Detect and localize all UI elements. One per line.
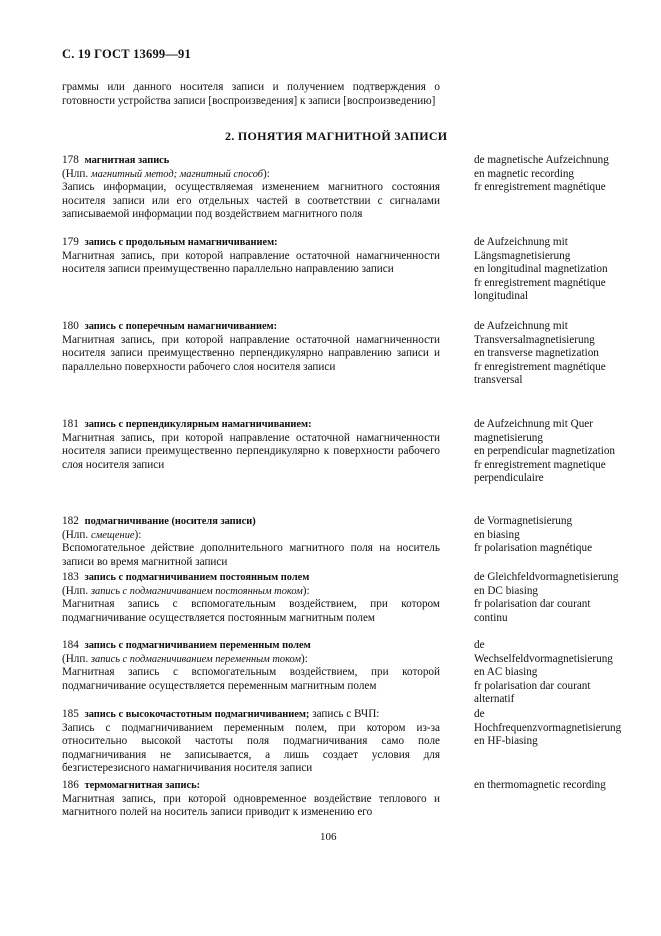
translation-de: de Wechselfeldvormagnetisierung [474,639,613,665]
term-translations [474,154,624,195]
nlp-suffix: ): [302,584,310,597]
translation-en: en perpendicular magnetization [474,445,616,458]
translation-de: de magnetische Aufzeichnung [474,154,609,166]
term-translations [474,571,624,625]
nlp-terms: запись с подмагничиванием переменным током [90,653,301,665]
term-name: магнитная запись [84,155,170,166]
term-translations [474,779,624,793]
translation-de: de Aufzeichnung mit Quer magnetisierung [474,418,593,444]
translation-en: en longitudinal magnetization [474,263,608,276]
term-number: 178 [62,154,79,166]
term-definition-block [62,571,440,625]
term-definition: Запись информации, осуществляемая изменением магнитного состояния носителя записи или его отдельных частей в соответствии с сигналами записываемой информации под воздействием магнитного поля [62,181,440,221]
term-name: запись с поперечным намагничиванием: [84,321,278,332]
nlp-terms: смещение [90,529,135,541]
term-definition: Запись с подмагничиванием переменным полем, при котором из-за относительно высокой частоты поля подмагничивания само поле подмагничивания не записывается, а лишь создает условия для безгистерезисного намагничивания носителя записи [62,721,440,775]
term-number: 179 [62,236,79,248]
translation-en: en DC biasing [474,584,539,597]
term-number: 184 [62,639,79,651]
term-name: запись с продольным намагничиванием: [84,237,278,248]
term-definition-block [62,515,440,569]
term-definition: Магнитная запись с вспомогательным воздействием, при котором подмагничивание осуществляется постоянным магнитным полем [62,598,440,624]
term-definition-block [62,779,440,820]
term-translations [474,515,624,556]
translation-de: de Hochfrequenzvormagnetisierung [474,708,622,734]
term-definition-block [62,639,440,693]
translation-fr: fr polarisation dar courant alternatif [474,679,591,706]
term-number: 180 [62,320,79,332]
translation-en: en AC biasing [474,666,538,679]
section-title: 2. ПОНЯТИЯ МАГНИТНОЙ ЗАПИСИ [225,129,448,143]
translation-en: en transverse magnetization [474,347,599,360]
translation-fr: fr enregistrement magnetique perpendiculaire [474,458,606,485]
nlp-prefix: (Нлп. [62,167,91,180]
translation-en: en thermomagnetic recording [474,779,606,791]
translation-de: de Vormagnetisierung [474,515,573,527]
nlp-suffix: ): [300,652,308,665]
nlp-prefix: (Нлп. [62,584,91,597]
nlp-terms: магнитный метод; магнитный способ [90,168,264,180]
nlp-terms: запись с подмагничиванием постоянным током [90,585,303,597]
term-definition: Магнитная запись с вспомогательным воздействием, при которой подмагничивание осуществляется переменным магнитным полем [62,666,440,692]
term-definition: Магнитная запись, при которой направление остаточной намагниченности носителя записи преимущественно перпендикулярно направлению записи и параллельно поверхности рабочего слоя носителя записи [62,333,440,373]
translation-de: de Aufzeichnung mit Längsmagnetisierung [474,236,571,262]
term-translations [474,639,624,707]
translation-de: de Gleichfeldvormagnetisierung [474,571,619,583]
translation-fr: fr enregistrement magnétique [474,181,606,194]
term-definition-block [62,708,440,776]
nlp-prefix: (Нлп. [62,652,91,665]
term-number: 183 [62,571,79,583]
term-name: термомагнитная запись: [84,780,201,791]
term-definition-block [62,154,440,222]
translation-fr: fr enregistrement magnétique transversal [474,360,606,387]
term-name: запись с подмагничиванием переменным полем [84,640,311,651]
translation-fr: fr polarisation dar courant continu [474,598,591,624]
term-number: 186 [62,779,79,791]
intro-paragraph: граммы или данного носителя записи и получением подтверждения о готовности устройства записи [воспроизведения] к записи [воспроизведению] [62,81,440,107]
term-definition-block [62,418,440,472]
nlp-prefix: (Нлп. [62,528,91,541]
translation-fr: fr enregistrement magnétique longitudinal [474,276,606,303]
term-name: запись с перпендикулярным намагничиванием: [84,419,312,430]
term-translations [474,236,624,304]
term-number: 181 [62,418,79,430]
translation-en: en magnetic recording [474,167,575,180]
term-definition: Магнитная запись, при которой направление остаточной намагниченности носителя записи преимущественно перпендикулярно к поверхности рабочего слоя носителя записи [62,431,440,471]
term-number: 182 [62,515,79,527]
term-definition-block [62,236,440,277]
document-header: С. 19 ГОСТ 13699—91 [62,47,191,61]
nlp-suffix: ): [263,167,270,180]
term-definition: Магнитная запись, при которой направление остаточной намагниченности носителя записи преимущественно параллельно направлению записи [62,249,440,276]
term-translations [474,320,624,388]
term-translations [474,418,624,486]
term-synonym: запись с ВЧП: [309,708,380,720]
nlp-suffix: ): [134,528,142,541]
term-number: 185 [62,708,79,720]
term-name: запись с подмагничиванием постоянным полем [84,572,310,583]
translation-en: en HF-biasing [474,735,538,748]
term-definition-block [62,320,440,374]
term-definition: Магнитная запись, при которой одновременное воздействие теплового и магнитного полей на носитель записи приводит к изменению его [62,792,440,819]
term-definition: Вспомогательное действие дополнительного магнитного поля на носитель записи во время магнитной записи [62,542,440,568]
translation-en: en biasing [474,528,520,541]
translation-fr: fr polarisation magnétique [474,542,593,555]
term-name: запись с высокочастотным подмагничиванием; [84,709,310,720]
term-translations [474,708,624,749]
translation-de: de Aufzeichnung mit Transversalmagnetisierung [474,320,595,346]
term-name: подмагничивание (носителя записи) [84,516,256,527]
page-number: 106 [320,831,337,843]
